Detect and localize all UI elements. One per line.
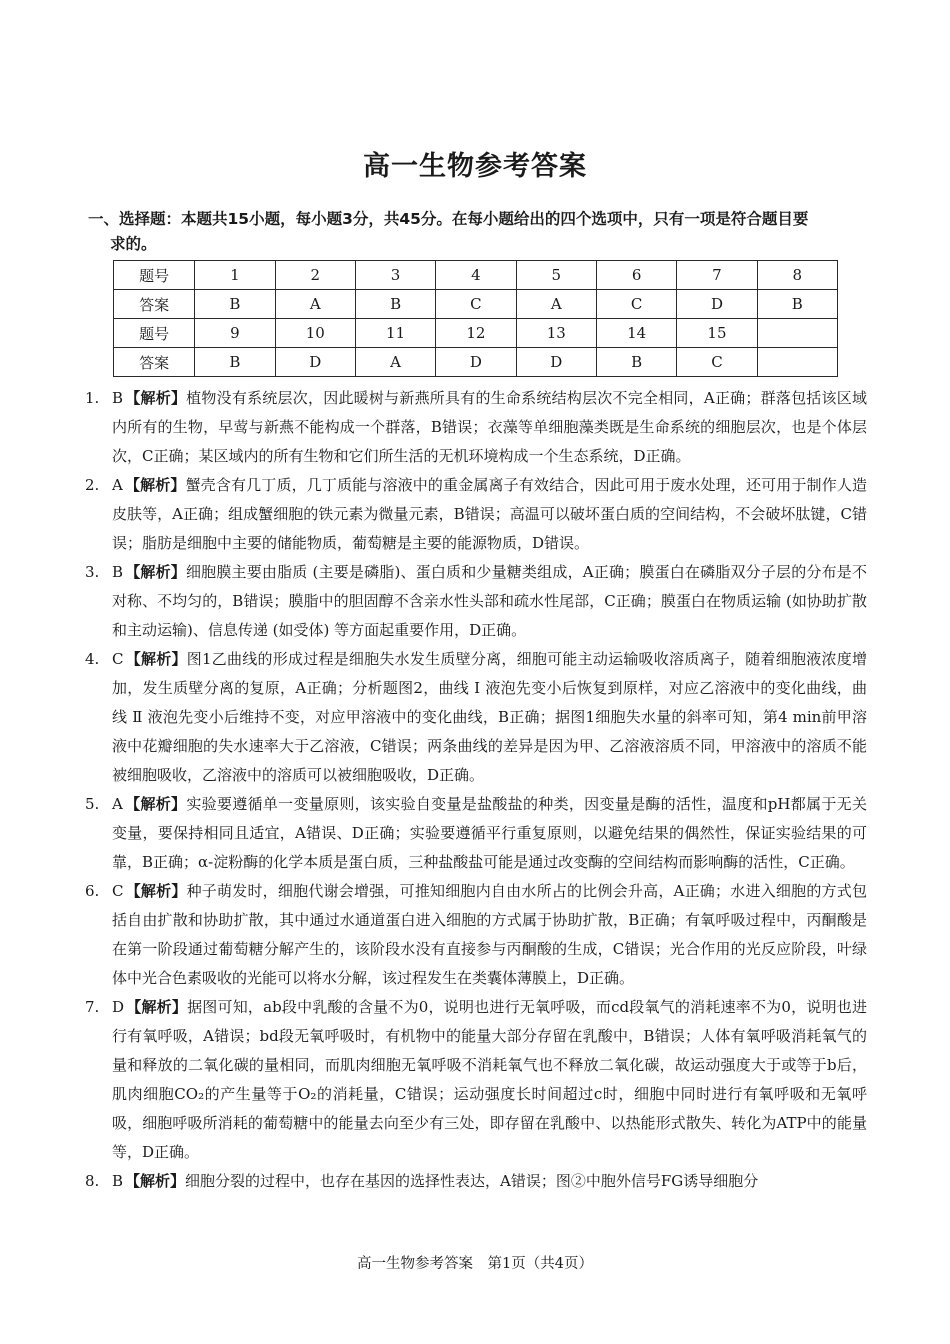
item-number: 3.	[85, 563, 100, 581]
item-number: 2.	[85, 476, 100, 494]
item-text: 实验要遵循单一变量原则，该实验自变量是盐酸盐的种类，因变量是酶的活性，温度和pH都属于无关变量，要保持相同且适宜，A错误、D正确；实验要遵循平行重复原则，以避免结果的偶然性，保证实验结果的可靠，B正确；α-淀粉酶的化学本质是蛋白质，三种盐酸盐可能是通过改变酶的空间结构而影响酶的活性，C正确。	[112, 795, 867, 871]
item-text: 细胞膜主要由脂质 (主要是磷脂)、蛋白质和少量糖类组成，A正确；膜蛋白在磷脂双分子层的分布是不对称、不均匀的，B错误；膜脂中的胆固醇不含亲水性头部和疏水性尾部，C正确；膜蛋白在物质运输 (如协助扩散和主动运输)、信息传递 (如受体) 等方面起重要作用，D正确。	[112, 563, 867, 639]
item-text: 据图可知，ab段中乳酸的含量不为0，说明也进行无氧呼吸，而cd段氧气的消耗速率不为0，说明也进行有氧呼吸，A错误；bd段无氧呼吸时，有机物中的能量大部分存留在乳酸中，B错误；人体有氧呼吸消耗氧气的量和释放的二氧化碳的量相同，而肌肉细胞无氧呼吸不消耗氧气也不释放二氧化碳，故运动强度大于或等于b后，肌肉细胞CO₂的产生量等于O₂的消耗量，C错误；运动强度长时间超过c时，细胞中同时进行有氧呼吸和无氧呼吸，细胞呼吸所消耗的葡萄糖中的能量去向至少有三处，即存留在乳酸中、以热能形式散失、转化为ATP中的能量等，D正确。	[112, 998, 867, 1161]
row-label: 答案	[114, 348, 195, 377]
table-cell: 2	[275, 261, 355, 290]
item-number: 5.	[85, 795, 100, 813]
table-cell: 8	[757, 261, 837, 290]
table-cell: 10	[275, 319, 355, 348]
table-cell: C	[677, 348, 757, 377]
item-text: 种子萌发时，细胞代谢会增强，可推知细胞内自由水所占的比例会升高，A正确；水进入细胞的方式包括自由扩散和协助扩散，其中通过水通道蛋白进入细胞的方式属于协助扩散，B正确；有氧呼吸过程中，丙酮酸是在第一阶段通过葡萄糖分解产生的，该阶段水没有直接参与丙酮酸的生成，C错误；光合作用的光反应阶段，叶绿体中光合色素吸收的光能可以将水分解，该过程发生在类囊体薄膜上，D正确。	[112, 882, 867, 987]
analysis-tag: 【解析】	[125, 650, 187, 668]
table-cell: 14	[596, 319, 676, 348]
explanation-item	[85, 471, 867, 558]
table-cell: D	[275, 348, 355, 377]
explanation-item	[85, 1167, 867, 1196]
item-answer: B	[112, 563, 124, 581]
analysis-tag: 【解析】	[125, 882, 187, 900]
explanation-item	[85, 877, 867, 993]
table-cell: B	[596, 348, 676, 377]
table-cell: 3	[355, 261, 435, 290]
document-title: 高一生物参考答案	[363, 151, 587, 182]
table-cell: B	[195, 290, 275, 319]
item-answer: C	[112, 650, 124, 668]
analysis-tag: 【解析】	[125, 389, 187, 407]
analysis-tag: 【解析】	[124, 795, 187, 813]
row-label: 题号	[114, 261, 195, 290]
item-answer: B	[112, 389, 124, 407]
item-answer: D	[112, 998, 125, 1016]
table-cell: C	[436, 290, 516, 319]
section-heading-line2: 求的。	[110, 235, 157, 253]
table-row	[114, 348, 838, 377]
item-text: 植物没有系统层次，因此暖树与新燕所具有的生命系统结构层次不完全相同，A正确；群落包括该区域内所有的生物，早莺与新燕不能构成一个群落，B错误；衣藻等单细胞藻类既是生命系统的细胞层次，也是个体层次，C正确；某区域内的所有生物和它们所生活的无机环境构成一个生态系统，D正确。	[112, 389, 867, 465]
explanation-item	[85, 645, 867, 790]
table-cell: 13	[516, 319, 596, 348]
table-row	[114, 319, 838, 348]
table-row	[114, 261, 838, 290]
item-text: 蟹壳含有几丁质，几丁质能与溶液中的重金属离子有效结合，因此可用于废水处理，还可用于制作人造皮肤等，A正确；组成蟹细胞的铁元素为微量元素，B错误；高温可以破坏蛋白质的空间结构，不会破坏肽键，C错误；脂肪是细胞中主要的储能物质，葡萄糖是主要的能源物质，D错误。	[112, 476, 867, 552]
table-cell: B	[757, 290, 837, 319]
item-answer: C	[112, 882, 124, 900]
table-cell: A	[355, 348, 435, 377]
explanation-list	[85, 384, 867, 1196]
explanation-item	[85, 790, 867, 877]
section-heading-line1: 一、选择题：本题共15小题，每小题3分，共45分。在每小题给出的四个选项中，只有一项是符合题目要	[88, 210, 809, 228]
table-cell: B	[355, 290, 435, 319]
table-cell: D	[516, 348, 596, 377]
explanation-item	[85, 993, 867, 1167]
table-cell: 6	[596, 261, 676, 290]
item-text: 细胞分裂的过程中，也存在基因的选择性表达，A错误；图②中胞外信号FG诱导细胞分	[185, 1172, 759, 1190]
table-row	[114, 290, 838, 319]
item-answer: A	[112, 476, 123, 494]
table-cell: 1	[195, 261, 275, 290]
section-heading	[88, 207, 868, 257]
table-cell: 4	[436, 261, 516, 290]
page-footer: 高一生物参考答案 第1页（共4页）	[357, 1256, 593, 1272]
analysis-tag: 【解析】	[125, 1172, 186, 1190]
row-label: 题号	[114, 319, 195, 348]
table-cell: D	[677, 290, 757, 319]
answer-table	[113, 260, 838, 377]
item-number: 7.	[85, 998, 100, 1016]
item-answer: B	[112, 1172, 124, 1190]
item-number: 6.	[85, 882, 100, 900]
table-cell: 7	[677, 261, 757, 290]
table-cell	[757, 319, 837, 348]
table-cell: 5	[516, 261, 596, 290]
analysis-tag: 【解析】	[124, 476, 186, 494]
table-cell: D	[436, 348, 516, 377]
table-cell: A	[275, 290, 355, 319]
table-cell: 9	[195, 319, 275, 348]
analysis-tag: 【解析】	[125, 563, 186, 581]
item-answer: A	[112, 795, 123, 813]
item-number: 1.	[85, 389, 100, 407]
table-cell: 15	[677, 319, 757, 348]
table-cell: 11	[355, 319, 435, 348]
item-number: 4.	[85, 650, 100, 668]
table-cell: A	[516, 290, 596, 319]
row-label: 答案	[114, 290, 195, 319]
explanation-item	[85, 384, 867, 471]
table-cell: B	[195, 348, 275, 377]
explanation-item	[85, 558, 867, 645]
table-cell: 12	[436, 319, 516, 348]
item-text: 图1乙曲线的形成过程是细胞失水发生质壁分离，细胞可能主动运输吸收溶质离子，随着细胞液浓度增加，发生质壁分离的复原，A正确；分析题图2，曲线 Ⅰ 液泡先变小后恢复到原样，对应乙溶液中的变化曲线，曲线 Ⅱ 液泡先变小后维持不变，对应甲溶液中的变化曲线，B正确；据图1细胞失水量的斜率可知，第4 min前甲溶液中花瓣细胞的失水速率大于乙溶液，C错误；两条曲线的差异是因为甲、乙溶液溶质不同，甲溶液中的溶质不能被细胞吸收，乙溶液中的溶质可以被细胞吸收，D正确。	[112, 650, 867, 784]
analysis-tag: 【解析】	[126, 998, 188, 1016]
table-cell: C	[596, 290, 676, 319]
table-cell	[757, 348, 837, 377]
item-number: 8.	[85, 1172, 100, 1190]
